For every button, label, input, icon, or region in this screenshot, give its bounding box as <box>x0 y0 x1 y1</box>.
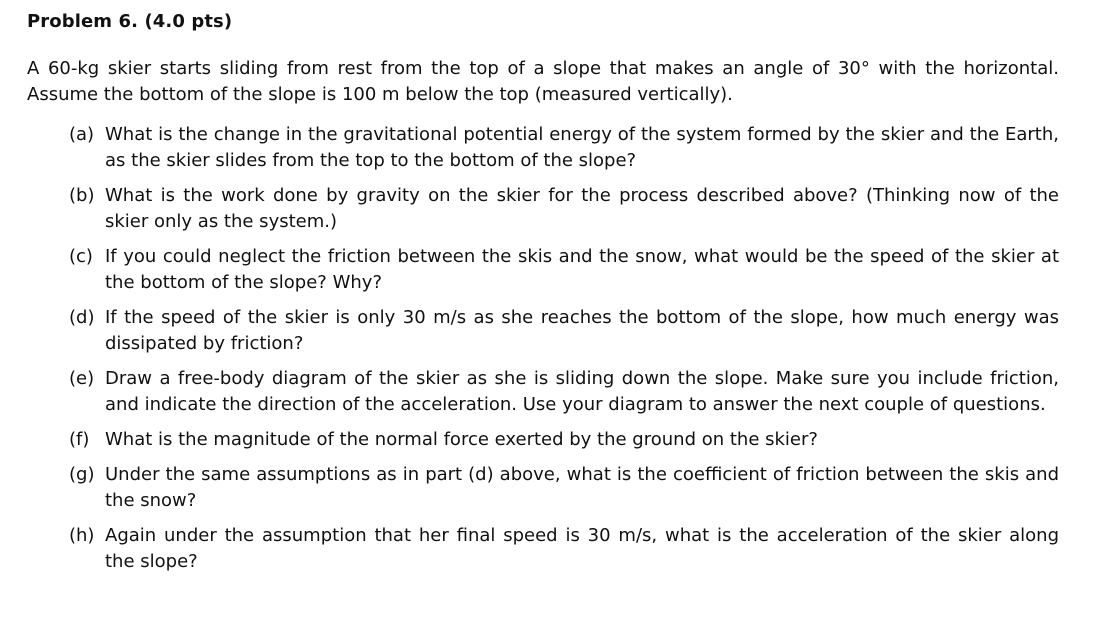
part-text-line: and indicate the direction of the acceleration. Use your diagram to answer the next couple of questions. <box>105 394 1046 415</box>
part-text-line: Under the same assumptions as in part (d) above, what is the coefficient of friction between the skis and <box>105 464 1059 485</box>
part-text-line: What is the change in the gravitational potential energy of the system formed by the skier and the Earth, <box>105 124 1059 145</box>
part-text-line: Draw a free-body diagram of the skier as she is sliding down the slope. Make sure you include friction, <box>105 368 1059 389</box>
part-text-line: the snow? <box>105 490 197 511</box>
question-part-a <box>27 122 1059 174</box>
part-label: (c) <box>69 246 93 267</box>
question-part-c <box>27 244 1059 296</box>
part-text-line: the slope? <box>105 551 198 572</box>
part-text-line: skier only as the system.) <box>105 211 338 232</box>
question-parts-list <box>27 122 1059 575</box>
intro-line: Assume the bottom of the slope is 100 m below the top (measured vertically). <box>27 84 733 105</box>
part-label: (a) <box>69 124 95 145</box>
part-text-line: What is the work done by gravity on the skier for the process described above? (Thinking now of the <box>105 185 1059 206</box>
problem-document <box>27 10 1059 584</box>
part-label: (e) <box>69 368 95 389</box>
problem-intro <box>27 56 1059 108</box>
question-part-f <box>27 427 1059 453</box>
question-part-e <box>27 366 1059 418</box>
question-part-g <box>27 462 1059 514</box>
question-part-h <box>27 523 1059 575</box>
part-text-line: as the skier slides from the top to the bottom of the slope? <box>105 150 637 171</box>
part-label: (f) <box>69 429 90 450</box>
part-text-line: If you could neglect the friction between the skis and the snow, what would be the speed of the skier at <box>105 246 1059 267</box>
part-text-line: What is the magnitude of the normal force exerted by the ground on the skier? <box>105 429 818 450</box>
part-text-line: the bottom of the slope? Why? <box>105 272 382 293</box>
question-part-b <box>27 183 1059 235</box>
part-label: (h) <box>69 525 95 546</box>
part-label: (d) <box>69 307 95 328</box>
problem-title: Problem 6. (4.0 pts) <box>27 11 233 32</box>
part-text-line: Again under the assumption that her final speed is 30 m/s, what is the acceleration of the skier along <box>105 525 1059 546</box>
question-part-d <box>27 305 1059 357</box>
intro-line: A 60-kg skier starts sliding from rest from the top of a slope that makes an angle of 30° with the horizontal. <box>27 58 1059 79</box>
part-label: (g) <box>69 464 95 485</box>
part-label: (b) <box>69 185 95 206</box>
part-text-line: dissipated by friction? <box>105 333 304 354</box>
part-text-line: If the speed of the skier is only 30 m/s as she reaches the bottom of the slope, how much energy was <box>105 307 1059 328</box>
